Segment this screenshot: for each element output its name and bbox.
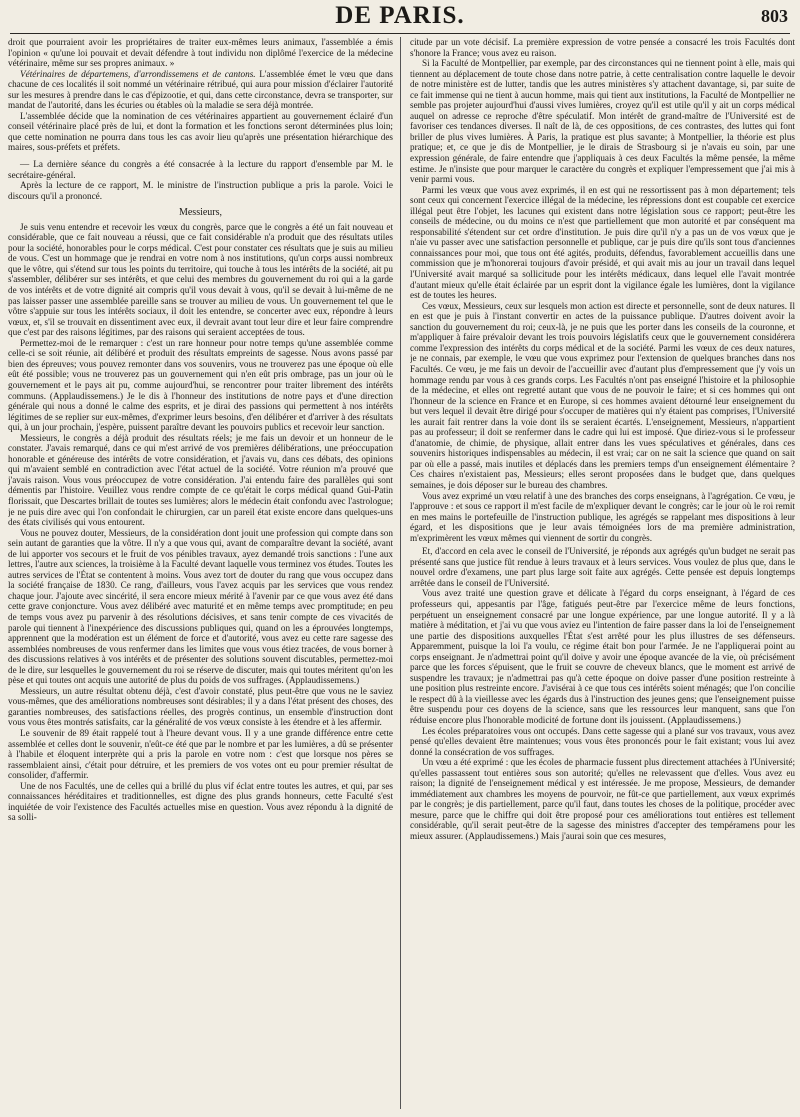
paragraph-veterinaires <box>8 69 393 111</box>
salutation: Messieurs, <box>178 207 223 219</box>
paragraph: droit que pourraient avoir les propriétaires de traiter eux-mêmes leurs animaux, l'assemblée a émis l'opinion « qu'une loi pouvait et devait défendre à tout individu non diplômé l'exercice de la médecine vétérinaire, même sur ses propres animaux. » <box>8 37 393 69</box>
paragraph: Ces vœux, Messieurs, ceux sur lesquels mon action est directe et personnelle, sont de deux natures. Il en est que je puis à l'instant convertir en actes de la puissance publique. D'autres doivent avoir la sanction du gouvernement du roi; ceux-là, je ne puis que les porter dans les conseils de la couronne, et m'appliquer à faire prévaloir devant les trois pouvoirs législatifs ceux que le gouvernement considérera comme l'expression des intérêts du corps médical et de la société. Parmi les vœux de ces deux natures, je ne connais, par exemple, le vœu que vous exprimez pour l'extension de quelques branches dans nos Facultés. Ce vœu, je me fais un devoir de l'accueillir avec d'autant plus d'empressement que j'y vois un hommage rendu par vous à ces grands corps. Les Facultés n'ont pas enseigné l'histoire et la philosophie de la médecine, et elles ont regretté autant que vous de ne pouvoir le faire; et si ces hommes qui ont l'honneur de la science en France et en Europe, si ces hommes avaient détourné leur enseignement du but vers lequel il devait être dirigé pour s'occuper de matières qui n'y étaient pas comprises, l'Université les aurait fait rentrer dans la voie dont ils se seraient écartés. L'enseignement, Messieurs, n'appartient pas au professeur; il doit se renfermer dans le cadre qui lui est imposé. Que diriez-vous si le professeur d'anatomie, de chimie, de physique, allait entrer dans les vues spéculatives et générales, dans ces souvenirs historiques indispensables au médecin, il est vrai; car on ne sait la science que quand on sait par où elle a passé, mais inutiles et déplacés dans les premiers temps d'un enseignement élémentaire ? Ces chaires n'existaient pas, Messieurs; elles seront proposées dans le budget que, dans quelques semaines, je dois déposer sur le bureau des chambres. <box>410 300 795 490</box>
paragraph: Un vœu a été exprimé : que les écoles de pharmacie fussent plus directement attachées à l'Université; qu'elles passassent tout entières sous son autorité; qu'elles ne relevassent que d'elles. Vous avez eu raison; la dignité de l'enseignement médical y est intéressée. Je me propose, Messieurs, de demander immédiatement aux chambres les moyens de pourvoir, ne fût-ce que partiellement, aux vœux exprimés par le congrès; je dis partiellement, parce qu'il faut, dans toutes les choses de la politique, procéder avec mesure, parce que le chiffre qui doit être proposé pour ces améliorations tout entières est tellement considérable, qu'il serait peut-être de la sagesse des ministres d'accepter des tempéramens pour les mieux assurer. (Applaudissemens.) Mais j'aurai soin que ces mesures, <box>410 757 795 842</box>
paragraph: Après la lecture de ce rapport, M. le ministre de l'instruction publique a pris la parole. Voici le discours qu'il a prononcé. <box>8 180 393 201</box>
right-column <box>410 37 795 1109</box>
paragraph-text: L'assemblée émet le vœu que dans chacune de ces localités il soit nommé un vétérinaire rétribué, qui aura pour mission d'éclairer l'autorité sur les mesures à prendre dans le cas d'épizootie, et qui, dans cette circonstance, devra se transporter, sur mandat de l'autorité, dans les écuries ou étables où la maladie se sera déjà montrée. <box>8 68 393 111</box>
paragraph: — La dernière séance du congrès a été consacrée à la lecture du rapport d'ensemble par M. le secrétaire-général. <box>8 159 393 180</box>
paragraph: Vous avez traité une question grave et délicate à l'égard du corps enseignant, à l'égard de ces professeurs qui, appesantis par l'âge, fatigués peut-être par l'exercice même de leurs fonctions, perpétuent un enseignement consacré par une longue expérience, par une longue autorité. Il y a là matière à méditation, et j'ai vu que vous aviez eu l'intention de faire passer dans la loi de l'enseignement une partie des dispositions auxquelles l'État s'est arrêté pour les plus illustres de ses défenseurs. Apparemment, puisque la loi l'a voulu, ce régime était bon pour l'armée. Je ne l'appliquerai point au corps enseignant. Je n'admettrai point qu'il doive y avoir une époque avancée de la vie, où précisément parce que les forces s'épuisent, que le fruit se couvre de cheveux blancs, que le moment est arrivé de suspendre les travaux; je n'admettrai pas qu'à cette époque on doive passer d'une position restreinte à une position plus restreinte encore. J'avisérai à ce que tous ces intérêts soient ménagés; que l'on concilie le respect dû à la vieillesse avec les égards dus à l'instruction des jeunes gens; que l'enseignement puisse être suspendu pour ces doyens de la science, sans que les ressources leur manquent, sans que l'on réduise encore plus l'honorable modicité de fortune dont ils jouissent. (Applaudissemens.) <box>410 588 795 725</box>
header-rule <box>10 33 790 34</box>
paragraph: Vous avez exprimé un vœu relatif à une des branches des corps enseignans, à l'agrégation. Ce vœu, je l'approuve : et sous ce rapport il m'est facile de m'expliquer devant le congrès; car le jour où le roi remit en mes mains le portefeuille de l'instruction publique, les agrégés se rappelant mes dispositions à leur égard, et les dispositions que je leur avais témoignées lors de ma première administration, m'exprimèrent les vœux mêmes qui viennent de sortir du congrès. <box>410 490 795 543</box>
left-column <box>8 37 393 1109</box>
paragraph: Je suis venu entendre et recevoir les vœux du congrès, parce que le congrès a été un fait nouveau et considérable, que ce fait nouveau a réussi, que ce fait considérable n'a produit que des résultats utiles pour la société, honorables pour le corps médical. C'est pour constater ces résultats que je suis au milieu de vous. C'est un hommage que je rendrai en votre nom à nos institutions, qu'un corps aussi nombreux que le vôtre, qui s'étend sur tous les points du territoire, qui touche à tous les intérêts de la société, ait pu s'assembler, délibérer sur ses intérêts, et que celui des membres du gouvernement du roi qui a la garde de vos intérêts et de votre dignité ait compris qu'il vous devait à vous, qu'il se devait à lui-même de ne pas laisser passer une assemblée pareille sans se trouver au milieu de vous. Un gouvernement tel que le vôtre s'appuie sur tous les intérêts sociaux, il doit les entendre, se concerter avec eux, répondre à leurs vœux, et, s'il se trouvait en dissentiment avec eux, il devrait avant tout leur dire et leur faire comprendre que c'est par des raisons légitimes, par des raisons qui seraient acceptées de tous. <box>8 221 393 338</box>
paragraph: Vous ne pouvez douter, Messieurs, de la considération dont jouit une profession qui compte dans son sein autant de garanties que la vôtre. Il n'y a que vous qui, avant de comparaître devant la société, avant de lui apporter vos secours et le fruit de vos pénibles travaux, ayez demandé trois sanctions : l'une aux lettres, l'autre aux sciences, la troisième à la Faculté devant laquelle vous terminez vos études. Toutes les autres services de l'État se contentent à moins. Vous avez tort de douter du rang que vous occupez dans la société française de 1830. Ce rang, d'ailleurs, vous l'avez acquis par les services que vous rendez chaque jour. J'ajoute avec sincérité, il sera encore mieux mérité à l'avenir par ce que vous avez été dans cette grave conjoncture. Vous avez délibéré avec maturité et en même temps avec promptitude; en peu de temps vous avez pu parvenir à des résolutions décisives, et sans tenir compte de ces vivacités de parole qui tiennent à l'inexpérience des discussions publiques qui, quand on les a éprouvées longtemps, apprennent que la modération est un élément de force et d'autorité, vous avez eu cette rare sagesse des assemblées nombreuses de vous renfermer dans les limites que vous vous étiez tracées, de vous borner à des discussions relatives à vos intérêts et de présenter des solutions souvent discutables, permettez-moi de le dire, sur lesquelles le gouvernement du roi se réserve de discuter, mais qui toutes méritent qu'on les pèse et qui toutes ont acquis une autorité de plus du poids de vos suffrages. (Applaudissemens.) <box>8 527 393 686</box>
paragraph: Le souvenir de 89 était rappelé tout à l'heure devant vous. Il y a une grande différence entre cette assemblée et celles dont le souvenir, n'eût-ce été que par le nombre et par les lumières, a dû se présenter à l'habile et éloquent interprète qui a pris la parole en votre nom : c'est que lorsque nos pères se rassemblaient ainsi, c'était pour détruire, et les premiers de vos votes ont eu pour premier résultat de consolider, d'affermir. <box>8 728 393 781</box>
page-number: 803 <box>761 6 788 26</box>
paragraph: Parmi les vœux que vous avez exprimés, il en est qui ne ressortissent pas à mon département; tels sont ceux qui concernent l'exercice illégal de la médecine, les répressions dont est coupable cet exercice illégal peut être l'objet, les lacunes qui existent dans notre législation sous ce rapport; peut-être les conseils de médecine, ou du moins ce n'est que partiellement que mon autorité et par conséquent ma responsabilité s'étendent sur cet ordre d'institution. Je puis dire qu'il n'y a pas un de vos vœux que je n'aie vu passer avec une satisfaction personnelle et publique, car je puis dire qu'ils sont tous d'anciennes connaissances pour moi, que tous ont été agités, produits, défendus, favorablement accueillis dans une commission que je m'honorerai toujours d'avoir présidé, et qui avait mis au jour un travail dans lequel l'Université avait marqué sa sollicitude pour les intérêts médicaux, dans lequel elle l'avait montrée d'autant mieux qu'elle était éclairée par un esprit dont la vigilance égale les lumières, dont la vigilance est de toutes les heures. <box>410 184 795 301</box>
paragraph: Permettez-moi de le remarquer : c'est un rare honneur pour notre temps qu'une assemblée comme celle-ci se soit réunie, ait délibéré et produit des résultats empreints de sagesse. Nous avons passé par bien des épreuves; vous pouvez remonter dans vos souvenirs, vous ne trouverez pas une époque où elle eût été possible; vous ne trouverez pas un gouvernement qui n'en eût pris ombrage, pas un jour où le gouvernement et le pays ait pu, comme aujourd'hui, se rencontrer pour traiter librement des intérêts communs. (Applaudissemens.) Je le dis à l'honneur des institutions de notre pays et d'une direction générale qui nous a donné le calme des esprits, et je dirai des passions qui permettent à nos intérêts légitimes de se replier sur eux-mêmes, d'exprimer leurs besoins, d'en délibérer et d'arriver à des résultats qui, à un jour prochain, j'espère, puissent paraître devant les pouvoirs publics et recevoir leur sanction. <box>8 337 393 433</box>
newspaper-title: DE PARIS. <box>335 2 465 29</box>
section-heading: Vétérinaires de départemens, d'arrondissemens et de cantons. <box>20 68 256 79</box>
column-divider <box>400 37 401 1109</box>
paragraph: Messieurs, un autre résultat obtenu déjà, c'est d'avoir constaté, plus peut-être que vous ne le saviez vous-mêmes, que des améliorations nombreuses sont désirables; il y a dans l'état présent des choses, des garanties nombreuses, des satisfactions réelles, des progrès continus, un ensemble d'instruction dont vous vous êtes montrés satisfaits, car la généralité de vos vœux consiste à les étendre et à les affermir. <box>8 685 393 728</box>
page-header <box>0 0 800 34</box>
paragraph: Messieurs, le congrès a déjà produit des résultats réels; je me fais un devoir et un honneur de le constater. J'avais remarqué, dans ce qui m'est arrivé de vos premières délibérations, une préoccupation honorable et généreuse des intérêts de votre considération, et j'avais vu, dans ces débats, des opinions qui m'avaient semblé en contradiction avec l'état actuel de la société. Votre réunion m'a prouvé que j'avais raison. Vous vous préoccupez de votre considération. J'ai entendu faire des parallèles qui sont démentis par l'histoire. Veuillez vous rendre compte de ce qu'était le corps médical quand Gui-Patin florissait, que Descartes brillait de toutes ses lumières; alors le médecin était confondu avec l'astrologue; je ne puis dire avec qui l'on confondait le chirurgien, car un pareil état existe encore dans quelques-uns des états civilisés qui vous entourent. <box>8 432 393 528</box>
paragraph: citude par un vote décisif. La première expression de votre pensée a consacré les trois Facultés dont s'honore la France; vous avez eu raison. <box>410 37 795 58</box>
paragraph: L'assemblée décide que la nomination de ces vétérinaires appartient au gouvernement éclairé d'un conseil vétérinaire placé près de lui, et dont la formation et les fonctions seront déterminées plus loin; que cette nomination ne pourra dans tous les cas avoir lieu qu'après une présentation hiérarchique des maires, sous-préfets et préfets. <box>8 110 393 153</box>
paragraph: Une de nos Facultés, une de celles qui a brillé du plus vif éclat entre toutes les autres, et qui, par ses connaissances héréditaires et traditionnelles, est digne des plus grands honneurs, cette Faculté s'est inquiétée de voir l'existence des Facultés actuelles mise en question. Vous avez répondu à la dignité de sa solli- <box>8 780 393 823</box>
paragraph: Et, d'accord en cela avec le conseil de l'Université, je réponds aux agrégés qu'un budget ne serait pas présenté sans que justice fût rendue à leurs travaux et à leurs services. Vous voulez de plus que, dans le nouvel ordre d'examens, une part plus large soit faite aux agrégés. Cette pensée est depuis longtemps arrêtée dans le conseil de l'Université. <box>410 546 795 588</box>
paragraph: Les écoles préparatoires vous ont occupés. Dans cette sagesse qui a plané sur vos travaux, vous avez pensé qu'elles devaient être maintenues; vous vous êtes prononcés pour le fait existant; vous lui avez donné la consécration de vos suffrages. <box>410 725 795 757</box>
paragraph: Si la Faculté de Montpellier, par exemple, par des circonstances qui ne tiennent point à elle, mais qui tiennent au déplacement de toute chose dans notre patrie, à cette centralisation contre laquelle le devoir de notre ministère est de lutter, tandis que les autres ministères s'y attachent davantage, si, par suite de ce fait immense qui ne tient à aucun homme, mais qui tient aux institutions, la Faculté de Montpellier ne semble pas projeter aujourd'hui d'aussi vives lumières, croyez qu'il est utile qu'il y ait un corps médical auquel on adresse ce reproche d'être spéculatif. Mon intérêt de grand-maître de l'Université est de favoriser ces tendances diverses. Il naît de là, de ces oppositions, de ces contrastes, des luttes qui font briller de plus vives lumières. À Paris, la pratique est plus savante; à Montpellier, la théorie est plus pratique; et, ce que je dis de Montpellier, je le dirais de Strasbourg si je n'avais eu soin, par une expression générale, de faire entendre que j'appliquais à ces deux Facultés la même pensée, la même estime. Je n'insiste que pour marquer le caractère du congrès et expliquer l'empressement que j'ai mis à venir parmi vous. <box>410 58 795 185</box>
